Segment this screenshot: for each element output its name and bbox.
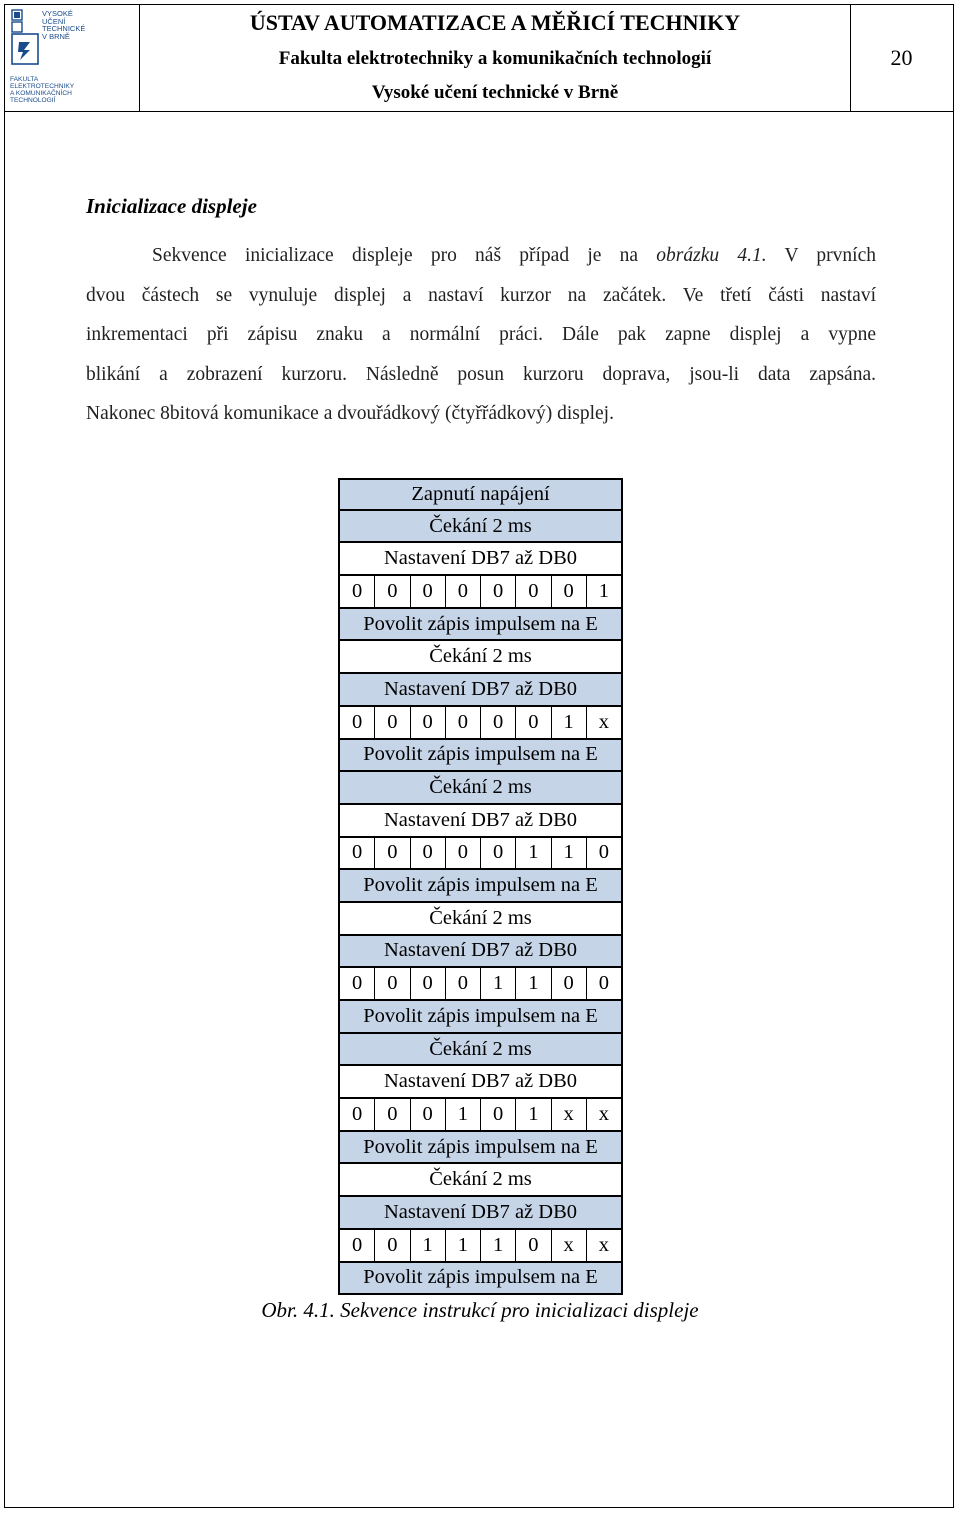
bit-cell: 1 <box>516 968 551 999</box>
bit-cell: 1 <box>516 1099 551 1130</box>
paragraph-line: blikání a zobrazení kurzoru. Následně posun kurzoru doprava, jsou-li data zapsána. <box>86 363 876 385</box>
bit-cell: 0 <box>481 838 516 869</box>
section-paragraph <box>86 236 876 434</box>
paragraph-line: dvou částech se vynuluje displej a nastaví kurzor na začátek. Ve třetí části nastaví <box>86 284 876 306</box>
enable-step: Povolit zápis impulsem na E <box>338 1001 623 1034</box>
bit-cell: 1 <box>516 838 551 869</box>
bit-cell: 0 <box>446 576 481 607</box>
paragraph-line: inkrementaci při zápisu znaku a normální práci. Dále pak zapne displej a vypne <box>86 324 876 345</box>
bit-cell: 0 <box>598 841 609 864</box>
bit-cell: 0 <box>375 707 410 738</box>
bit-pattern-row <box>338 576 623 609</box>
bit-cell: x <box>552 1230 587 1261</box>
bit-pattern-row <box>338 968 623 1001</box>
wait-step: Čekání 2 ms <box>338 772 623 805</box>
bit-pattern-row <box>338 838 623 871</box>
wait-step: Čekání 2 ms <box>338 1164 623 1197</box>
page-number: 20 <box>890 44 913 70</box>
power-on-step: Zapnutí napájení <box>338 478 623 511</box>
header-title-block <box>140 4 851 111</box>
enable-step: Povolit zápis impulsem na E <box>338 609 623 642</box>
wait-step: Čekání 2 ms <box>338 1034 623 1067</box>
enable-step: Povolit zápis impulsem na E <box>338 740 623 773</box>
set-bits-step: Nastavení DB7 až DB0 <box>338 936 623 969</box>
bit-cell: 0 <box>552 968 587 999</box>
set-bits-step: Nastavení DB7 až DB0 <box>338 805 623 838</box>
bit-cell: 0 <box>481 707 516 738</box>
bit-cell: 0 <box>340 1099 375 1130</box>
bit-pattern-row <box>338 707 623 740</box>
bit-cell: 0 <box>375 838 410 869</box>
bit-cell: 1 <box>411 1230 446 1261</box>
wait-step: Čekání 2 ms <box>338 641 623 674</box>
set-bits-step: Nastavení DB7 až DB0 <box>338 543 623 576</box>
bit-cell: 0 <box>481 1099 516 1130</box>
bit-cell: 0 <box>516 707 551 738</box>
init-sequence-diagram <box>338 478 623 1295</box>
bit-cell: 0 <box>375 968 410 999</box>
bit-cell: 0 <box>340 1230 375 1261</box>
enable-step: Povolit zápis impulsem na E <box>338 1132 623 1165</box>
logo-text-bottom: FAKULTA ELEKTROTECHNIKY A KOMUNIKAČNÍCH TECHNOLOGIÍ <box>10 76 75 104</box>
paragraph-line: Nakonec 8bitová komunikace a dvouřádkový (čtyřřádkový) displej. <box>86 403 614 424</box>
bit-cell: 0 <box>340 968 375 999</box>
bit-cell: 0 <box>411 707 446 738</box>
bit-pattern-row <box>338 1099 623 1132</box>
bit-cell: 0 <box>446 838 481 869</box>
set-bits-step: Nastavení DB7 až DB0 <box>338 1197 623 1230</box>
section-heading: Inicializace displeje <box>86 194 257 218</box>
bit-cell: 0 <box>375 576 410 607</box>
bit-cell: 1 <box>552 838 587 869</box>
bit-pattern-row <box>338 1230 623 1263</box>
university-name: Vysoké učení technické v Brně <box>371 82 619 103</box>
bit-cell: 0 <box>446 707 481 738</box>
figure-reference: obrázku 4.1. <box>656 245 767 266</box>
logo-text-top: VYSOKÉ UČENÍ TECHNICKÉ V BRNĚ <box>42 9 86 41</box>
enable-step: Povolit zápis impulsem na E <box>338 1263 623 1296</box>
bit-cell: 1 <box>481 968 516 999</box>
bit-cell: 0 <box>375 1099 410 1130</box>
bit-cell: 0 <box>340 707 375 738</box>
bit-cell: 0 <box>598 972 609 995</box>
enable-step: Povolit zápis impulsem na E <box>338 870 623 903</box>
bit-cell: x <box>598 710 609 733</box>
bit-cell: 0 <box>516 576 551 607</box>
bit-cell: 0 <box>411 1099 446 1130</box>
bit-cell: 0 <box>446 968 481 999</box>
bit-cell: 0 <box>552 576 587 607</box>
bit-cell: x <box>598 1233 609 1256</box>
bit-cell: 0 <box>340 838 375 869</box>
paragraph-line: Sekvence inicializace displeje pro náš případ je na obrázku 4.1. V prvních <box>152 245 876 266</box>
bit-cell: x <box>598 1102 609 1125</box>
bit-cell: 0 <box>411 838 446 869</box>
bit-cell: 0 <box>516 1230 551 1261</box>
bit-cell: 1 <box>446 1230 481 1261</box>
faculty-name: Fakulta elektrotechniky a komunikačních technologií <box>278 48 712 69</box>
figure-caption: Obr. 4.1. Sekvence instrukcí pro inicializaci displeje <box>261 1298 699 1322</box>
university-emblem-icon <box>10 8 40 68</box>
bit-cell: 0 <box>375 1230 410 1261</box>
wait-step: Čekání 2 ms <box>338 511 623 544</box>
wait-step: Čekání 2 ms <box>338 903 623 936</box>
bit-cell: 1 <box>481 1230 516 1261</box>
bit-cell: 1 <box>598 579 609 602</box>
bit-cell: 0 <box>411 968 446 999</box>
bit-cell: 1 <box>552 707 587 738</box>
page-header <box>4 4 954 112</box>
bit-cell: 0 <box>481 576 516 607</box>
bit-cell: x <box>552 1099 587 1130</box>
bit-cell: 0 <box>340 576 375 607</box>
university-logo <box>4 4 140 111</box>
bit-cell: 1 <box>446 1099 481 1130</box>
set-bits-step: Nastavení DB7 až DB0 <box>338 1066 623 1099</box>
bit-cell: 0 <box>411 576 446 607</box>
institute-name: ÚSTAV AUTOMATIZACE A MĚŘICÍ TECHNIKY <box>249 10 741 35</box>
set-bits-step: Nastavení DB7 až DB0 <box>338 674 623 707</box>
